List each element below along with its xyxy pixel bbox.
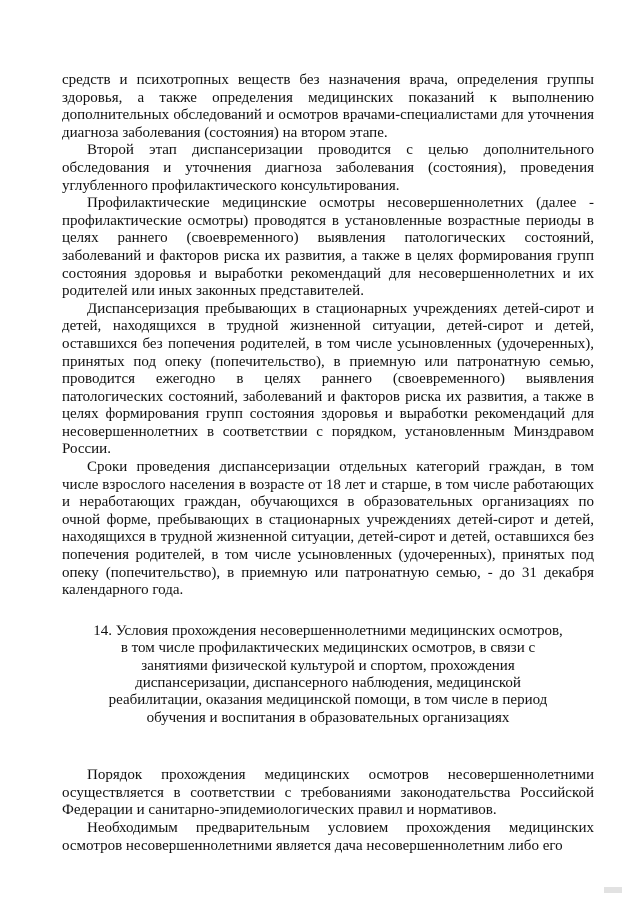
section-heading: 14. Условия прохождения несовершеннолетними медицинских осмотров, в том числе профилактических медицинских осмотров, в связи с занятиями физической культурой и спортом, прохождения диспансеризации, диспансерного наблюдения, медицинской реабилитации, оказания медицинской помощи, в том числе в период обучения и воспитания в образовательных организациях: [93, 622, 563, 726]
document-body: [62, 72, 594, 855]
paragraph-second-stage: Второй этап диспансеризации проводится с целью дополнительного обследования и уточнения диагноза заболевания (состояния), проведения углубленного профилактического консультирования.: [62, 142, 594, 194]
paragraph-preventive-exams: Профилактические медицинские осмотры несовершеннолетних (далее - профилактические осмотры) проводятся в установленные возрастные периоды в целях раннего (своевременного) выявления патологических состояний, заболеваний и факторов риска их развития, а также в целях формирования групп состояния здоровья и выработки рекомендаций для несовершеннолетних и их родителей или иных законных представителей.: [62, 195, 594, 300]
paragraph-orphans-screening: Диспансеризация пребывающих в стационарных учреждениях детей-сирот и детей, находящихся в трудной жизненной ситуации, детей-сирот и детей, оставшихся без попечения родителей, в том числе усыновленных (удочеренных), принятых под опеку (попечительство), в приемную или патронатную семью, проводится ежегодно в целях раннего (своевременного) выявления патологических состояний, заболеваний и факторов риска их развития, а также в целях формирования групп состояния здоровья и выработки рекомендаций для несовершеннолетних в соответствии с порядком, установленным Минздравом России.: [62, 300, 594, 458]
paragraph-deadlines: Сроки проведения диспансеризации отдельных категорий граждан, в том числе взрослого населения в возрасте от 18 лет и старше, в том числе работающих и неработающих граждан, обучающихся в образовательных организациях по очной форме, пребывающих в стационарных учреждениях детей-сирот и детей, находящихся в трудной жизненной ситуации, детей-сирот и детей, оставшихся без попечения родителей, в том числе усыновленных (удочеренных), принятых под опеку (попечительство), в приемную или патронатную семью, - до 31 декабря календарного года.: [62, 459, 594, 599]
scan-mark: [604, 887, 622, 893]
paragraph-continued: средств и психотропных веществ без назначения врача, определения группы здоровья, а также определения медицинских показаний к выполнению дополнительных обследований и осмотров врачами-специалистами для уточнения диагноза заболевания (состояния) на втором этапе.: [62, 72, 594, 141]
paragraph-prerequisite: Необходимым предварительным условием прохождения медицинских осмотров несовершеннолетними является дача несовершеннолетним либо его: [62, 820, 594, 854]
paragraph-exam-procedure: Порядок прохождения медицинских осмотров несовершеннолетними осуществляется в соответствии с требованиями законодательства Российской Федерации и санитарно-эпидемиологических правил и нормативов.: [62, 767, 594, 819]
